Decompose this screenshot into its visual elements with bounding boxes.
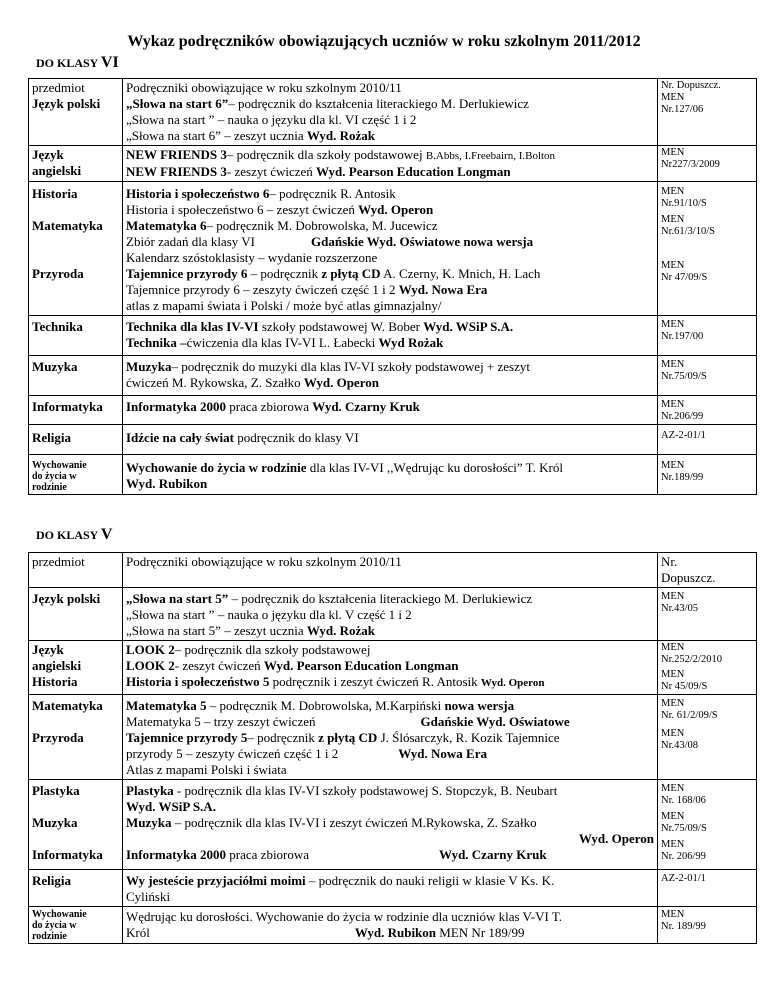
- publisher: Wyd. Operon: [358, 202, 434, 217]
- approval-code: Nr.91/10/S: [661, 198, 707, 209]
- subject-cell: [29, 907, 123, 944]
- book-desc: – podręcznik M. Dobrowolska, M. Jucewicz: [206, 218, 438, 233]
- book-title: NEW FRIENDS 3: [126, 164, 227, 179]
- table-row: [29, 356, 757, 396]
- publisher: Wyd. Rożak: [306, 128, 375, 143]
- publisher: Wyd. Nowa Era: [398, 282, 488, 297]
- approval-code: Nr.75/09/S: [661, 823, 707, 834]
- approval-code: MEN: [661, 399, 685, 410]
- books-cell: [123, 553, 658, 588]
- publisher: Wyd. Operon: [578, 831, 654, 846]
- approval-note: MEN Nr 189/99: [436, 925, 525, 940]
- approval-code: Nr.189/99: [661, 472, 704, 483]
- approval-code: MEN: [661, 669, 685, 680]
- book-title: NEW FRIENDS 3: [126, 147, 227, 162]
- subject-cell: [29, 588, 123, 641]
- book-title: Technika –: [126, 335, 187, 350]
- approval-code: AZ-2-01/1: [661, 873, 706, 884]
- book-desc: - zeszyt ćwiczeń: [174, 658, 264, 673]
- subject-przyroda: Przyroda: [32, 266, 84, 281]
- books-cell: [123, 396, 658, 425]
- book-line: Zbiór zadań dla klasy VI: [126, 234, 255, 249]
- header-code: Nr. Dopuszcz.: [661, 80, 721, 91]
- book-authors: B.Abbs, I.Freebairn, I.Bolton: [425, 150, 556, 162]
- book-title: Matematyka 5: [126, 698, 207, 713]
- book-title: Idźcie na cały świat: [126, 430, 234, 445]
- book-desc: – podręcznik do kształcenia literackiego M. Derlukiewicz: [228, 591, 533, 606]
- book-desc: ćwiczenia dla klas IV-VI L. Łabecki: [186, 335, 379, 350]
- approval-code: Nr.197/00: [661, 331, 704, 342]
- header-code: Dopuszcz.: [661, 570, 716, 585]
- table-row: [29, 641, 757, 695]
- subject-religia: Religia: [32, 430, 71, 445]
- subject-cell: [29, 870, 123, 907]
- subject-angielski: angielski: [32, 163, 82, 178]
- code-cell: [658, 455, 757, 495]
- code-cell: [658, 356, 757, 396]
- table-row: [29, 425, 757, 455]
- section-label-class-6: [36, 54, 119, 72]
- book-desc: – podręcznik: [247, 730, 319, 745]
- book-desc: – podręcznik dla szkoły podstawowej: [174, 642, 371, 657]
- header-code: Nr.: [661, 554, 678, 569]
- subject-cell: [29, 396, 123, 425]
- subject-muzyka: Muzyka: [32, 815, 78, 830]
- book-line: Historia i społeczeństwo 6 – zeszyt ćwiczeń: [126, 202, 359, 217]
- books-cell: [123, 695, 658, 780]
- code-cell: [658, 907, 757, 944]
- approval-code: MEN: [661, 728, 685, 739]
- book-title: Plastyka: [126, 783, 174, 798]
- approval-code: Nr227/3/2009: [661, 159, 720, 170]
- approval-code: Nr.61/3/10/S: [661, 226, 715, 237]
- approval-code: Nr.43/05: [661, 603, 699, 614]
- subject-polski: Język polski: [32, 96, 101, 111]
- subject-informatyka: Informatyka: [32, 399, 103, 414]
- approval-code: MEN: [661, 698, 685, 709]
- code-cell: [658, 146, 757, 182]
- approval-code: Nr 45/09/S: [661, 681, 708, 692]
- book-line: „Słowa na start ” – nauka o języku dla kl. V część 1 i 2: [126, 607, 412, 622]
- publisher: Wyd. Rubikon: [126, 476, 208, 491]
- book-title: Historia i społeczeństwo 5: [126, 674, 270, 689]
- approval-code: MEN: [661, 839, 685, 850]
- books-cell: [123, 182, 658, 316]
- section-label-number: V: [100, 526, 113, 543]
- subject-cell: [29, 182, 123, 316]
- subject-cell: [29, 356, 123, 396]
- book-desc: – podręcznik dla szkoły podstawowej: [226, 147, 426, 162]
- book-line: „Słowa na start 5” – zeszyt ucznia: [126, 623, 307, 638]
- book-line: Król: [126, 925, 150, 940]
- books-cell: [123, 146, 658, 182]
- book-title: Muzyka: [126, 815, 172, 830]
- subject-cell: [29, 553, 123, 588]
- subject-wychowanie: do życia w: [32, 471, 77, 482]
- subject-cell: [29, 641, 123, 695]
- book-line: „Słowa na start ” – nauka o języku dla kl. VI część 1 i 2: [126, 112, 417, 127]
- code-cell: [658, 316, 757, 356]
- approval-code: MEN: [661, 909, 685, 920]
- book-desc: – podręcznik dla klas IV-VI i zeszyt ćwiczeń M.Rykowska, Z. Szałko: [171, 815, 537, 830]
- page-title: Wykaz podręczników obowiązujących uczniów w roku szkolnym 2011/2012: [127, 33, 641, 50]
- book-desc: dla klas IV-VI ,,Wędrując ku dorosłości” T. Król: [306, 460, 563, 475]
- table-row: [29, 396, 757, 425]
- approval-code: Nr. 189/99: [661, 921, 706, 932]
- book-line: „Słowa na start 6” – zeszyt ucznia: [126, 128, 307, 143]
- book-desc: – podręcznik: [247, 266, 322, 281]
- header-books: Podręczniki obowiązujące w roku szkolnym 2010/11: [126, 80, 402, 95]
- subject-muzyka: Muzyka: [32, 359, 78, 374]
- book-title: Tajemnice przyrody 5: [126, 730, 248, 745]
- publisher: Wyd. Rubikon: [354, 925, 437, 940]
- table-row: [29, 79, 757, 146]
- book-title: Informatyka 2000: [126, 847, 227, 862]
- subject-wychowanie: Wychowanie: [32, 460, 87, 471]
- subject-cell: [29, 455, 123, 495]
- book-title: Wy jesteście przyjaciółmi moimi: [126, 873, 306, 888]
- book-title: LOOK 2: [126, 642, 175, 657]
- approval-code: MEN: [661, 359, 685, 370]
- table-row: [29, 907, 757, 944]
- subject-cell: [29, 425, 123, 455]
- book-desc: – podręcznik do nauki religii w klasie V Ks. K.: [305, 873, 555, 888]
- subject-polski: Język polski: [32, 591, 101, 606]
- subject-angielski: angielski: [32, 658, 82, 673]
- subject-informatyka: Informatyka: [32, 847, 103, 862]
- table-row: [29, 588, 757, 641]
- subject-wychowanie: rodzinie: [32, 931, 67, 942]
- code-cell: [658, 182, 757, 316]
- books-cell: [123, 455, 658, 495]
- header-subject: przedmiot: [32, 80, 85, 95]
- book-line: atlas z mapami świata i Polski / może być atlas gimnazjalny/: [126, 298, 442, 313]
- book-line: Atlas z mapami Polski i świata: [126, 762, 287, 777]
- book-title: Wychowanie do życia w rodzinie: [126, 460, 307, 475]
- publisher: Wyd. Pearson Education Longman: [316, 164, 511, 179]
- book-authors: A. Czerny, K. Mnich, H. Lach: [380, 266, 541, 281]
- subject-technika: Technika: [32, 319, 83, 334]
- publisher: Wyd. Czarny Kruk: [439, 847, 547, 862]
- books-cell: [123, 316, 658, 356]
- approval-code: MEN: [661, 319, 685, 330]
- section-label-class-5: [36, 526, 112, 544]
- approval-code: Nr.206/99: [661, 411, 704, 422]
- subject-plastyka: Plastyka: [32, 783, 80, 798]
- book-desc: - zeszyt ćwiczeń: [226, 164, 317, 179]
- code-cell: [658, 695, 757, 780]
- book-desc: podręcznik do klasy VI: [233, 430, 359, 445]
- books-cell: [123, 780, 658, 870]
- subject-matematyka: Matematyka: [32, 698, 103, 713]
- book-desc: - podręcznik dla klas IV-VI szkoły podstawowej S. Stopczyk, B. Neubart: [173, 783, 558, 798]
- table-row: [29, 455, 757, 495]
- book-desc: praca zbiorowa: [226, 399, 313, 414]
- subject-cell: [29, 146, 123, 182]
- book-line: Matematyka 5 – trzy zeszyt ćwiczeń: [126, 714, 316, 729]
- approval-code: MEN: [661, 260, 685, 271]
- subject-cell: [29, 695, 123, 780]
- publisher: Gdańskie Wyd. Oświatowe nowa wersja: [311, 234, 534, 249]
- book-extra: nowa wersja: [444, 698, 515, 713]
- table-row: [29, 780, 757, 870]
- table-class-6: [28, 78, 757, 495]
- subject-historia: Historia: [32, 674, 78, 689]
- approval-code: Nr.127/06: [661, 104, 704, 115]
- table-row: [29, 553, 757, 588]
- book-desc: praca zbiorowa: [226, 847, 310, 862]
- section-label-number: VI: [100, 54, 119, 71]
- code-cell: [658, 588, 757, 641]
- subject-wychowanie: rodzinie: [32, 482, 67, 493]
- header-subject: przedmiot: [32, 554, 85, 569]
- book-title: „Słowa na start 6”: [126, 96, 229, 111]
- approval-code: Nr. 206/99: [661, 851, 706, 862]
- book-title: LOOK 2: [126, 658, 175, 673]
- table-row: [29, 182, 757, 316]
- approval-code: Nr.75/09/S: [661, 371, 707, 382]
- publisher: Wyd. Czarny Kruk: [312, 399, 420, 414]
- books-cell: [123, 356, 658, 396]
- publisher: Wyd. Nowa Era: [398, 746, 487, 761]
- book-title: Historia i społeczeństwo 6: [126, 186, 270, 201]
- publisher: Wyd Rożak: [378, 335, 444, 350]
- code-cell: [658, 641, 757, 695]
- subject-cell: [29, 316, 123, 356]
- section-label-text: DO KLASY: [36, 528, 98, 542]
- approval-code: Nr 47/09/S: [661, 272, 708, 283]
- publisher: Wyd. Rożak: [306, 623, 375, 638]
- table-row: [29, 870, 757, 907]
- book-line: Kalendarz szóstoklasisty – wydanie rozszerzone: [126, 250, 378, 265]
- book-line: ćwiczeń M. Rykowska, Z. Szałko: [126, 375, 304, 390]
- subject-cell: [29, 780, 123, 870]
- code-cell: [658, 780, 757, 870]
- publisher: Wyd. WSiP S.A.: [423, 319, 514, 334]
- subject-religia: Religia: [32, 873, 71, 888]
- code-cell: [658, 79, 757, 146]
- book-line: Cyliński: [126, 889, 171, 904]
- publisher: Gdańskie Wyd. Oświatowe: [420, 714, 570, 729]
- subject-historia: Historia: [32, 186, 78, 201]
- books-cell: [123, 641, 658, 695]
- subject-wychowanie: Wychowanie: [32, 909, 87, 920]
- subject-angielski: Język: [32, 642, 64, 657]
- book-title: Technika dla klas IV-VI: [126, 319, 259, 334]
- publisher: Wyd. Operon: [480, 677, 545, 689]
- section-label-text: DO KLASY: [36, 56, 98, 70]
- books-cell: [123, 588, 658, 641]
- books-cell: [123, 79, 658, 146]
- approval-code: Nr.43/08: [661, 740, 699, 751]
- approval-code: AZ-2-01/1: [661, 430, 706, 441]
- code-cell: [658, 870, 757, 907]
- book-desc: szkoły podstawowej W. Bober: [258, 319, 424, 334]
- subject-wychowanie: do życia w: [32, 920, 77, 931]
- book-authors: J. Ślósarczyk, R. Kozik Tajemnice: [377, 730, 560, 745]
- code-cell: [658, 425, 757, 455]
- approval-code: MEN: [661, 92, 685, 103]
- book-desc: podręcznik i zeszyt ćwiczeń R. Antosik: [269, 674, 481, 689]
- publisher: Wyd. Operon: [303, 375, 379, 390]
- approval-code: MEN: [661, 214, 685, 225]
- publisher: Wyd. WSiP S.A.: [126, 799, 216, 814]
- approval-code: MEN: [661, 642, 685, 653]
- approval-code: Nr. 61/2/09/S: [661, 710, 718, 721]
- book-title: Matematyka 6: [126, 218, 207, 233]
- approval-code: MEN: [661, 811, 685, 822]
- table-row: [29, 146, 757, 182]
- book-line: przyrody 5 – zeszyty ćwiczeń część 1 i 2: [126, 746, 339, 761]
- book-desc: – podręcznik M. Dobrowolska, M.Karpiński: [206, 698, 445, 713]
- code-cell: [658, 553, 757, 588]
- books-cell: [123, 870, 658, 907]
- book-title: „Słowa na start 5”: [126, 591, 229, 606]
- subject-matematyka: Matematyka: [32, 218, 103, 233]
- book-title: Informatyka 2000: [126, 399, 227, 414]
- approval-code: MEN: [661, 186, 685, 197]
- book-desc: – podręcznik R. Antosik: [269, 186, 396, 201]
- subject-cell: [29, 79, 123, 146]
- table-row: [29, 316, 757, 356]
- approval-code: MEN: [661, 783, 685, 794]
- book-title: Muzyka: [126, 359, 172, 374]
- table-class-5: [28, 552, 757, 944]
- approval-code: Nr. 168/06: [661, 795, 706, 806]
- books-cell: [123, 907, 658, 944]
- publisher: Wyd. Pearson Education Longman: [263, 658, 459, 673]
- approval-code: Nr.252/2/2010: [661, 654, 722, 665]
- approval-code: MEN: [661, 460, 685, 471]
- approval-code: MEN: [661, 147, 685, 158]
- book-extra: z płytą CD: [321, 266, 381, 281]
- header-books: Podręczniki obowiązujące w roku szkolnym 2010/11: [126, 554, 402, 569]
- book-extra: z płytą CD: [318, 730, 378, 745]
- code-cell: [658, 396, 757, 425]
- approval-code: MEN: [661, 591, 685, 602]
- subject-przyroda: Przyroda: [32, 730, 84, 745]
- book-line: Tajemnice przyrody 6 – zeszyty ćwiczeń część 1 i 2: [126, 282, 399, 297]
- book-desc: – podręcznik do muzyki dla klas IV-VI szkoły podstawowej + zeszyt: [171, 359, 530, 374]
- subject-angielski: Język: [32, 147, 64, 162]
- table-row: [29, 695, 757, 780]
- book-desc: – podręcznik do kształcenia literackiego M. Derlukiewicz: [228, 96, 529, 111]
- book-title: Tajemnice przyrody 6: [126, 266, 248, 281]
- books-cell: [123, 425, 658, 455]
- book-line: Wędrując ku dorosłości. Wychowanie do życia w rodzinie dla uczniów klas V-VI T.: [126, 909, 563, 924]
